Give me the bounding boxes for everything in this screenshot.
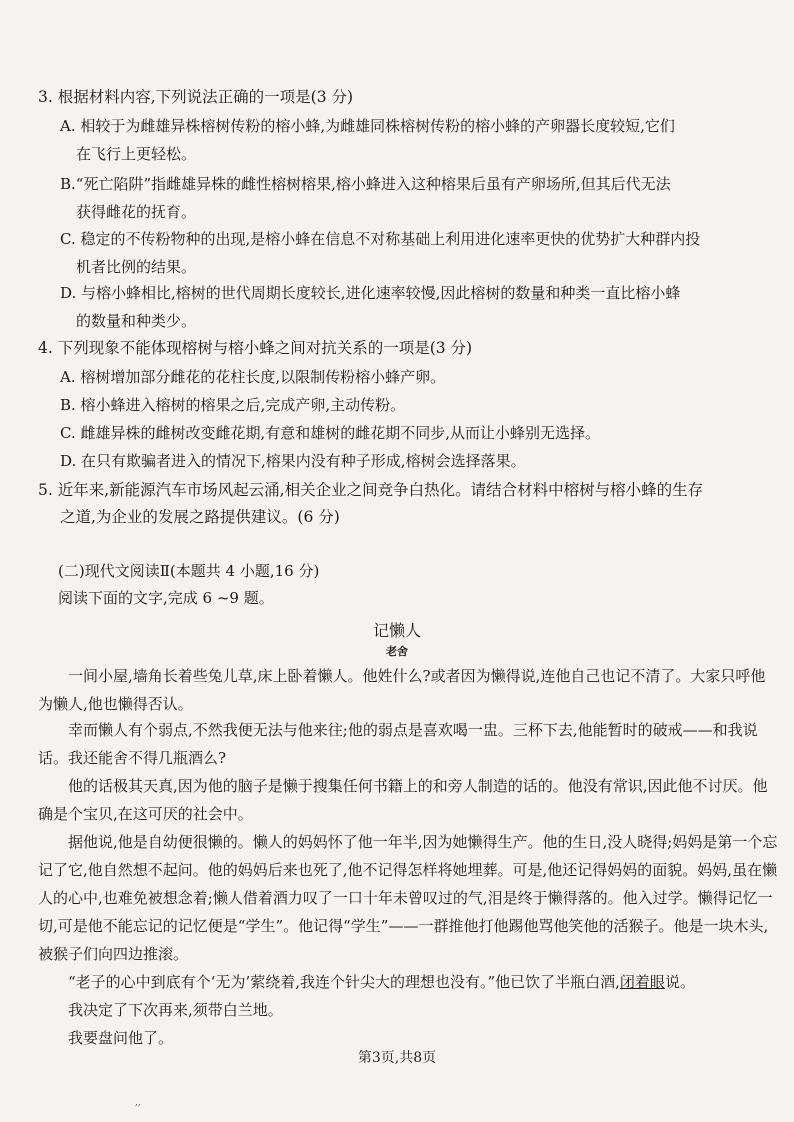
scan-smudge: ,, bbox=[135, 1098, 141, 1108]
article-paragraph-6: 我决定了下次再来,须带白兰地。 bbox=[68, 1001, 283, 1019]
article-paragraph-3: 他的话极其天真,因为他的脑子是懒于搜集任何书籍上的和旁人制造的话的。他没有常识,因此他不讨厌。他确是个宝贝,在这可厌的社会中。 bbox=[38, 777, 768, 823]
option-line: 获得雌花的抚育。 bbox=[76, 203, 197, 221]
quote-text: “老子的心中到底有个‘无为’萦绕着,我连个针尖大的理想也没有。”他已饮了半瓶白酒, bbox=[68, 973, 620, 991]
quote-tail: 说。 bbox=[664, 973, 695, 991]
question-5-line: 5. 近年来,新能源汽车市场风起云涌,相关企业之间竞争白热化。请结合材料中榕树与榕小蜂的生存 bbox=[38, 481, 704, 499]
option-line: 机者比例的结果。 bbox=[76, 258, 197, 276]
question-5-line: 之道,为企业的发展之路提供建议。(6 分) bbox=[60, 508, 340, 526]
article-paragraph-2: 幸而懒人有个弱点,不然我便无法与他来往;他的弱点是喜欢喝一盅。三杯下去,他能暂时的破戒——和我说话。我还能舍不得几瓶酒么? bbox=[38, 721, 758, 767]
underlined-phrase: 闭着眼 bbox=[619, 973, 665, 991]
article-title: 记懒人 bbox=[372, 621, 421, 640]
section-heading: (二)现代文阅读Ⅱ(本题共 4 小题,16 分) bbox=[58, 562, 320, 580]
question-4-option-d: D. 在只有欺骗者进入的情况下,榕果内没有种子形成,榕树会选择落果。 bbox=[60, 452, 526, 470]
option-line: 的数量和种类少。 bbox=[76, 312, 197, 330]
question-3-option-b bbox=[60, 170, 775, 226]
article-paragraph-7: 我要盘问他了。 bbox=[68, 1029, 174, 1047]
page-number: 第3页,共8页 bbox=[357, 1050, 437, 1066]
section-instruction: 阅读下面的文字,完成 6 ~9 题。 bbox=[58, 589, 274, 607]
article-paragraph-1: 一间小屋,墙角长着些兔儿草,床上卧着懒人。他姓什么?或者因为懒得说,连他自己也记不清了。大家只呼他为懒人,他也懒得否认。 bbox=[38, 667, 766, 713]
question-3-option-a bbox=[60, 112, 775, 168]
question-3-option-d bbox=[60, 279, 775, 335]
option-line: C. 稳定的不传粉物种的出现,是榕小蜂在信息不对称基础上利用进化速率更快的优势扩大种群内投 bbox=[60, 230, 701, 248]
question-4-option-b: B. 榕小蜂进入榕树的榕果之后,完成产卵,主动传粉。 bbox=[60, 396, 406, 414]
question-4-stem: 4. 下列现象不能体现榕树与榕小蜂之间对抗关系的一项是(3 分) bbox=[38, 339, 473, 357]
question-4-option-c: C. 雌雄异株的雌树改变雌花期,有意和雄树的雌花期不同步,从而让小蜂别无选择。 bbox=[60, 424, 601, 442]
question-3-option-c bbox=[60, 225, 775, 281]
option-line: A. 相较于为雌雄异株榕树传粉的榕小蜂,为雌雄同株榕树传粉的榕小蜂的产卵器长度较短,它们 bbox=[60, 117, 675, 135]
option-line: D. 与榕小蜂相比,榕树的世代周期长度较长,进化速率较慢,因此榕树的数量和种类一直比榕小蜂 bbox=[60, 284, 681, 302]
question-5 bbox=[38, 477, 778, 531]
question-4-option-a: A. 榕树增加部分雌花的花柱长度,以限制传粉榕小蜂产卵。 bbox=[60, 368, 446, 386]
article-author: 老舍 bbox=[386, 645, 408, 658]
article-paragraph-4: 据他说,他是自幼便很懒的。懒人的妈妈怀了他一年半,因为她懒得生产。他的生日,没人晓得;妈妈是第一个忘记了它,他自然想不起问。他的妈妈后来也死了,他不记得怎样将她埋葬。可是,他还记得妈妈的面貌。妈妈,虽在懒人的心中,也难免被想念着;懒人借着酒力叹了一口十年未曾叹过的气,泪是终于懒得落的。他入过学。懒得记忆一切,可是他不能忘记的记忆便是“学生”。他记得“学生”——一群推他打他踢他骂他笑他的活猴子。他是一块木头,被猴子们向四边推滚。 bbox=[38, 833, 778, 963]
question-3-stem: 3. 根据材料内容,下列说法正确的一项是(3 分) bbox=[38, 88, 354, 106]
option-line: B.“死亡陷阱”指雌雄异株的雌性榕树榕果,榕小蜂进入这种榕果后虽有产卵场所,但其后代无法 bbox=[60, 175, 671, 193]
option-line: 在飞行上更轻松。 bbox=[76, 145, 197, 163]
article-paragraph-5 bbox=[38, 968, 778, 996]
